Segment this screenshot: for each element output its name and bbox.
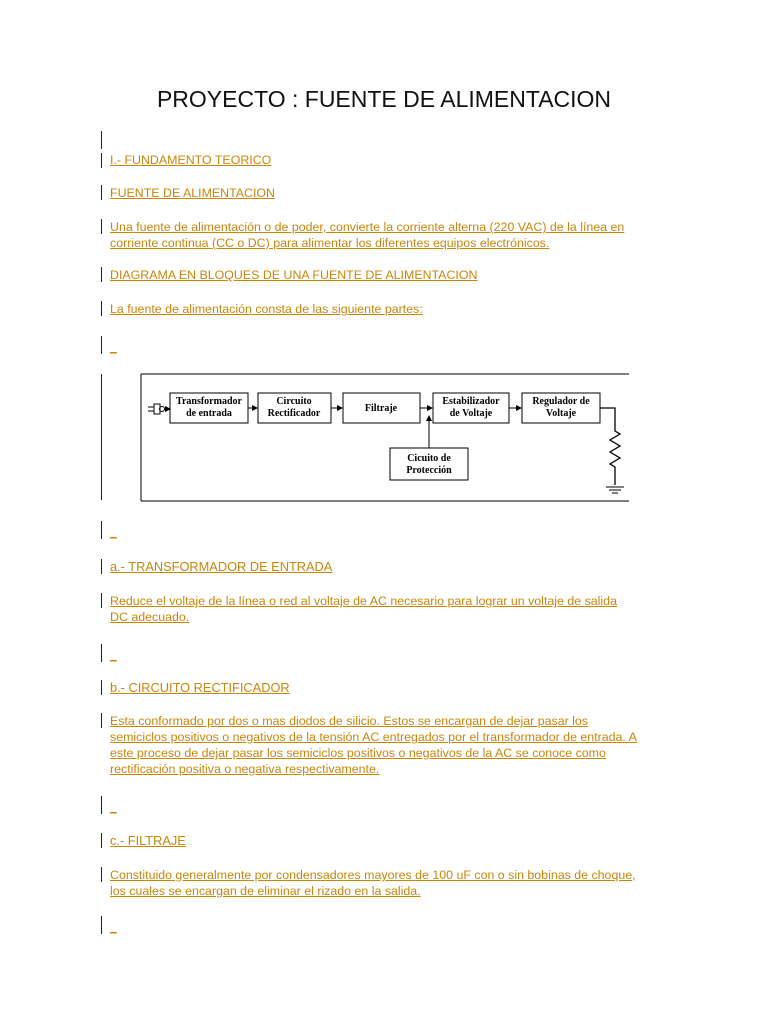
empty-link[interactable]: _ — [110, 920, 117, 934]
partes-text-link[interactable]: La fuente de alimentación consta de las siguiente partes: — [110, 302, 423, 316]
page-title: PROYECTO : FUENTE DE ALIMENTACION — [156, 86, 612, 112]
margin-marker — [101, 833, 102, 848]
transformador-text-line[interactable]: Reduce el voltaje de la línea o red al voltaje de AC necesario para lograr un voltaje de salida — [110, 594, 617, 608]
margin-marker — [101, 521, 102, 539]
filtraje-heading-link[interactable]: c.- FILTRAJE — [110, 833, 186, 848]
margin-marker — [101, 301, 102, 316]
proteccion-label-2: Protección — [406, 465, 452, 476]
filtraje-label: Filtraje — [364, 403, 398, 414]
regulador-label-2: Voltaje — [545, 408, 577, 419]
margin-marker — [101, 916, 102, 934]
rectificador-text-line[interactable]: rectificación positiva o negativa respectivamente. — [110, 762, 380, 776]
rectificador-text-line[interactable]: Esta conformado por dos o mas diodos de silicio. Estos se encargan de dejar pasar los — [110, 714, 588, 728]
circuito-label-2: Rectificador — [267, 408, 321, 419]
rectificador-heading-link[interactable]: b.- CIRCUITO RECTIFICADOR — [110, 680, 290, 695]
filtraje-text-line[interactable]: los cuales se encargan de eliminar el rizado en la salida. — [110, 884, 421, 898]
estabilizador-label: Estabilizador — [442, 396, 500, 407]
margin-marker — [101, 796, 102, 814]
margin-marker — [101, 153, 102, 168]
transformador-text-line[interactable]: DC adecuado. — [110, 610, 190, 624]
fuente-text-line[interactable]: corriente continua (CC o DC) para alimentar los diferentes equipos electrónicos. — [110, 236, 550, 250]
margin-marker — [101, 680, 102, 695]
filtraje-text-line[interactable]: Constituido generalmente por condensadores mayores de 100 uF con o sin bobinas de choque, — [110, 868, 636, 882]
rectificador-text-line[interactable]: este proceso de dejar pasar los semiciclos positivos o negativos de la AC se conoce como — [110, 746, 606, 760]
margin-marker — [101, 713, 102, 728]
fuente-text-line[interactable]: Una fuente de alimentación o de poder, convierte la corriente alterna (220 VAC) de la línea en — [110, 220, 625, 234]
margin-marker — [101, 559, 102, 574]
rectificador-text-line[interactable]: semiciclos positivos o negativos de la tensión AC entregados por el transformador de entrada. A — [110, 730, 637, 744]
empty-link[interactable]: _ — [110, 525, 117, 539]
resistor-icon — [600, 408, 620, 485]
transformador-label-2: de entrada — [186, 408, 232, 419]
margin-marker — [101, 267, 102, 282]
transformador-label: Transformador — [176, 396, 242, 407]
ground-icon — [606, 487, 624, 493]
input-plug-icon — [148, 404, 165, 414]
margin-marker — [101, 374, 102, 500]
diagrama-heading-link[interactable]: DIAGRAMA EN BLOQUES DE UNA FUENTE DE ALIMENTACION — [110, 268, 478, 282]
proteccion-label: Cicuito de — [407, 453, 451, 464]
circuito-label: Circuito — [276, 396, 312, 407]
empty-link[interactable]: _ — [110, 800, 117, 814]
margin-marker — [101, 185, 102, 200]
section-fundamento-link[interactable]: I.- FUNDAMENTO TEORICO — [110, 153, 272, 167]
margin-marker — [101, 131, 102, 149]
margin-marker — [101, 336, 102, 354]
block-diagram — [140, 373, 630, 503]
regulador-label: Regulador de — [532, 396, 590, 407]
margin-marker — [101, 593, 102, 608]
empty-link[interactable]: _ — [110, 340, 117, 354]
empty-link[interactable]: _ — [110, 648, 117, 662]
margin-marker — [101, 867, 102, 882]
transformador-heading-link[interactable]: a.- TRANSFORMADOR DE ENTRADA — [110, 559, 333, 574]
margin-marker — [101, 644, 102, 662]
margin-marker — [101, 219, 102, 234]
estabilizador-label-2: de Voltaje — [449, 408, 493, 419]
fuente-heading-link[interactable]: FUENTE DE ALIMENTACION — [110, 186, 275, 200]
